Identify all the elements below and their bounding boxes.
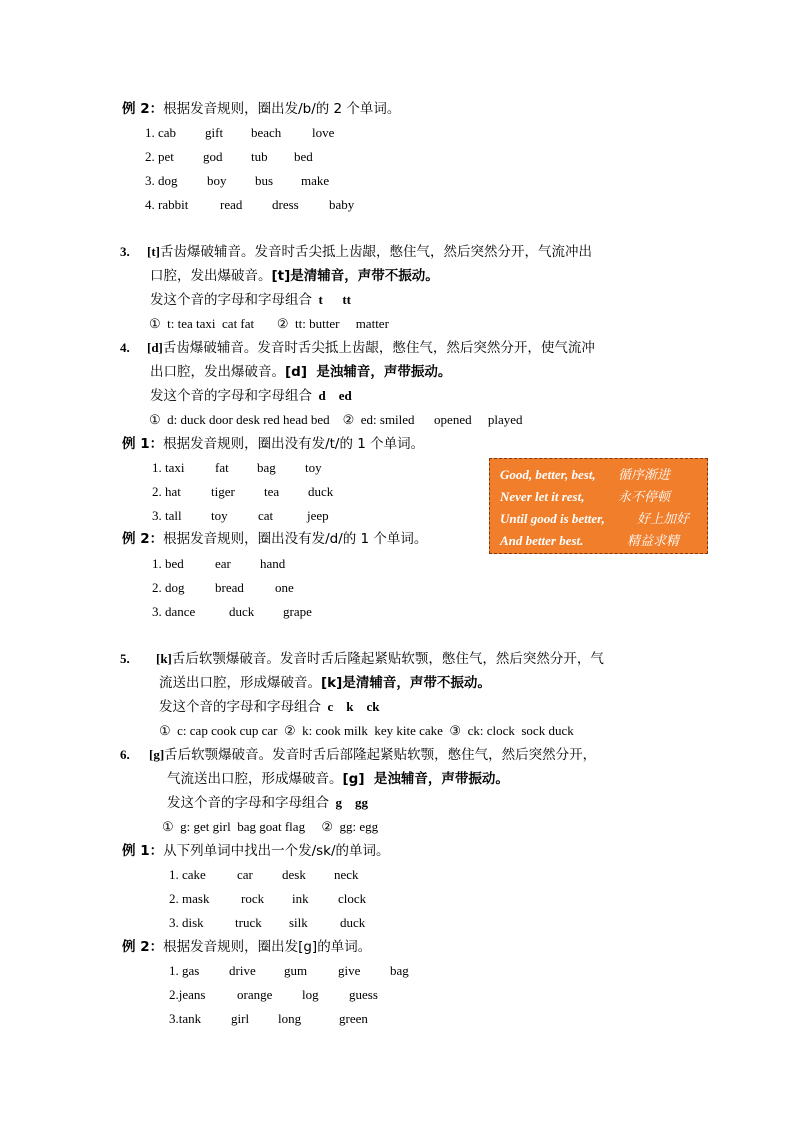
description: 舌齿爆破辅音。发音时舌尖抵上齿龈，憋住气，然后突然分开，使气流冲 [162, 340, 595, 356]
example-t-heading: 例 1：根据发音规则，圈出没有发/t/的 1 个单词。 [122, 436, 425, 452]
section-t-examples: ① t: tea taxi cat fat ② tt: butter matter [149, 316, 389, 331]
example-b-heading [122, 100, 400, 118]
example-sk-heading: 例 1：从下列单词中找出一个发/sk/的单词。 [122, 843, 390, 859]
section-d-line1 [120, 339, 595, 357]
motto-line: Until good is better, 好上加好 [500, 511, 690, 527]
motto-line: Never let it rest, 永不停顿 [500, 489, 671, 505]
example-text: 根据发音规则，圈出发/b/的 2 个单词。 [163, 101, 401, 117]
list-item: 3. dog boy bus make [145, 173, 330, 188]
phonetic-symbol: [t] [147, 244, 160, 259]
section-number: 4. [120, 340, 130, 355]
example-d-heading: 例 2：根据发音规则，圈出没有发/d/的 1 个单词。 [122, 531, 428, 547]
example-g-heading: 例 2：根据发音规则，圈出发[g]的单词。 [122, 939, 372, 955]
phonetic-symbol: [k] [156, 651, 172, 666]
list-item: 1. cab gift beach love [145, 125, 335, 140]
section-t-line2: 口腔，发出爆破音。[t]是清辅音，声带不振动。 [150, 268, 439, 284]
list-item: 3. disk truck silk duck [169, 915, 366, 930]
section-number: 5. [120, 651, 130, 666]
motto-line: And better best. 精益求精 [500, 533, 680, 549]
list-item: 4. rabbit read dress baby [145, 197, 355, 212]
phonetic-symbol: [d] [147, 340, 163, 355]
list-item: 2. dog bread one [152, 580, 294, 595]
section-d-letters: 发这个音的字母和字母组合 d ed [150, 388, 352, 404]
section-d-examples: ① d: duck door desk red head bed ② ed: smiled opened played [149, 412, 523, 427]
section-d-line2: 出口腔，发出爆破音。[d] 是浊辅音，声带振动。 [150, 364, 452, 380]
section-g-examples: ① g: get girl bag goat flag ② gg: egg [162, 819, 379, 834]
list-item: 2. pet god tub bed [145, 149, 313, 164]
phonetic-symbol: [g] [149, 747, 165, 762]
section-k-examples: ① c: cap cook cup car ② k: cook milk key kite cake ③ ck: clock sock duck [159, 723, 574, 738]
list-item: 1. cake car desk neck [169, 867, 359, 882]
section-g-line1 [120, 746, 596, 764]
description: 舌齿爆破辅音。发音时舌尖抵上齿龈，憋住气，然后突然分开，气流冲出 [160, 244, 592, 260]
list-item: 3. dance duck grape [152, 604, 312, 619]
list-item: 1. taxi fat bag toy [152, 460, 322, 475]
list-item: 3.tank girl long green [169, 1011, 368, 1026]
example-label: 例 2： [122, 101, 164, 117]
list-item: 2. mask rock ink clock [169, 891, 367, 906]
section-k-line2: 流送出口腔，形成爆破音。[k]是清辅音，声带不振动。 [159, 675, 491, 691]
list-item: 2. hat tiger tea duck [152, 484, 334, 499]
description: 舌后软颚爆破音。发音时舌后部隆起紧贴软颚，憋住气，然后突然分开， [164, 747, 597, 763]
list-item: 1. gas drive gum give bag [169, 963, 409, 978]
list-item: 3. tall toy cat jeep [152, 508, 329, 523]
bold-rule: [k]是清辅音，声带不振动。 [321, 675, 491, 691]
bold-rule: [g] 是浊辅音，声带振动。 [342, 771, 509, 787]
list-item: 2.jeans orange log guess [169, 987, 378, 1002]
list-item: 1. bed ear hand [152, 556, 286, 571]
bold-rule: [d] 是浊辅音，声带振动。 [285, 364, 452, 380]
section-t-line1 [120, 243, 592, 261]
section-k-line1 [120, 650, 604, 668]
bold-rule: [t]是清辅音，声带不振动。 [271, 268, 439, 284]
description: 舌后软颚爆破音。发音时舌后隆起紧贴软颚，憋住气，然后突然分开，气 [171, 651, 604, 667]
section-number: 3. [120, 244, 130, 259]
section-g-letters: 发这个音的字母和字母组合 g gg [167, 795, 368, 811]
section-g-line2: 气流送出口腔，形成爆破音。[g] 是浊辅音，声带振动。 [167, 771, 509, 787]
motto-line: Good, better, best, 循序渐进 [500, 467, 671, 483]
section-t-letters: 发这个音的字母和字母组合 t tt [150, 292, 351, 308]
section-k-letters: 发这个音的字母和字母组合 c k ck [159, 699, 380, 715]
motto-box [489, 458, 708, 554]
section-number: 6. [120, 747, 130, 762]
